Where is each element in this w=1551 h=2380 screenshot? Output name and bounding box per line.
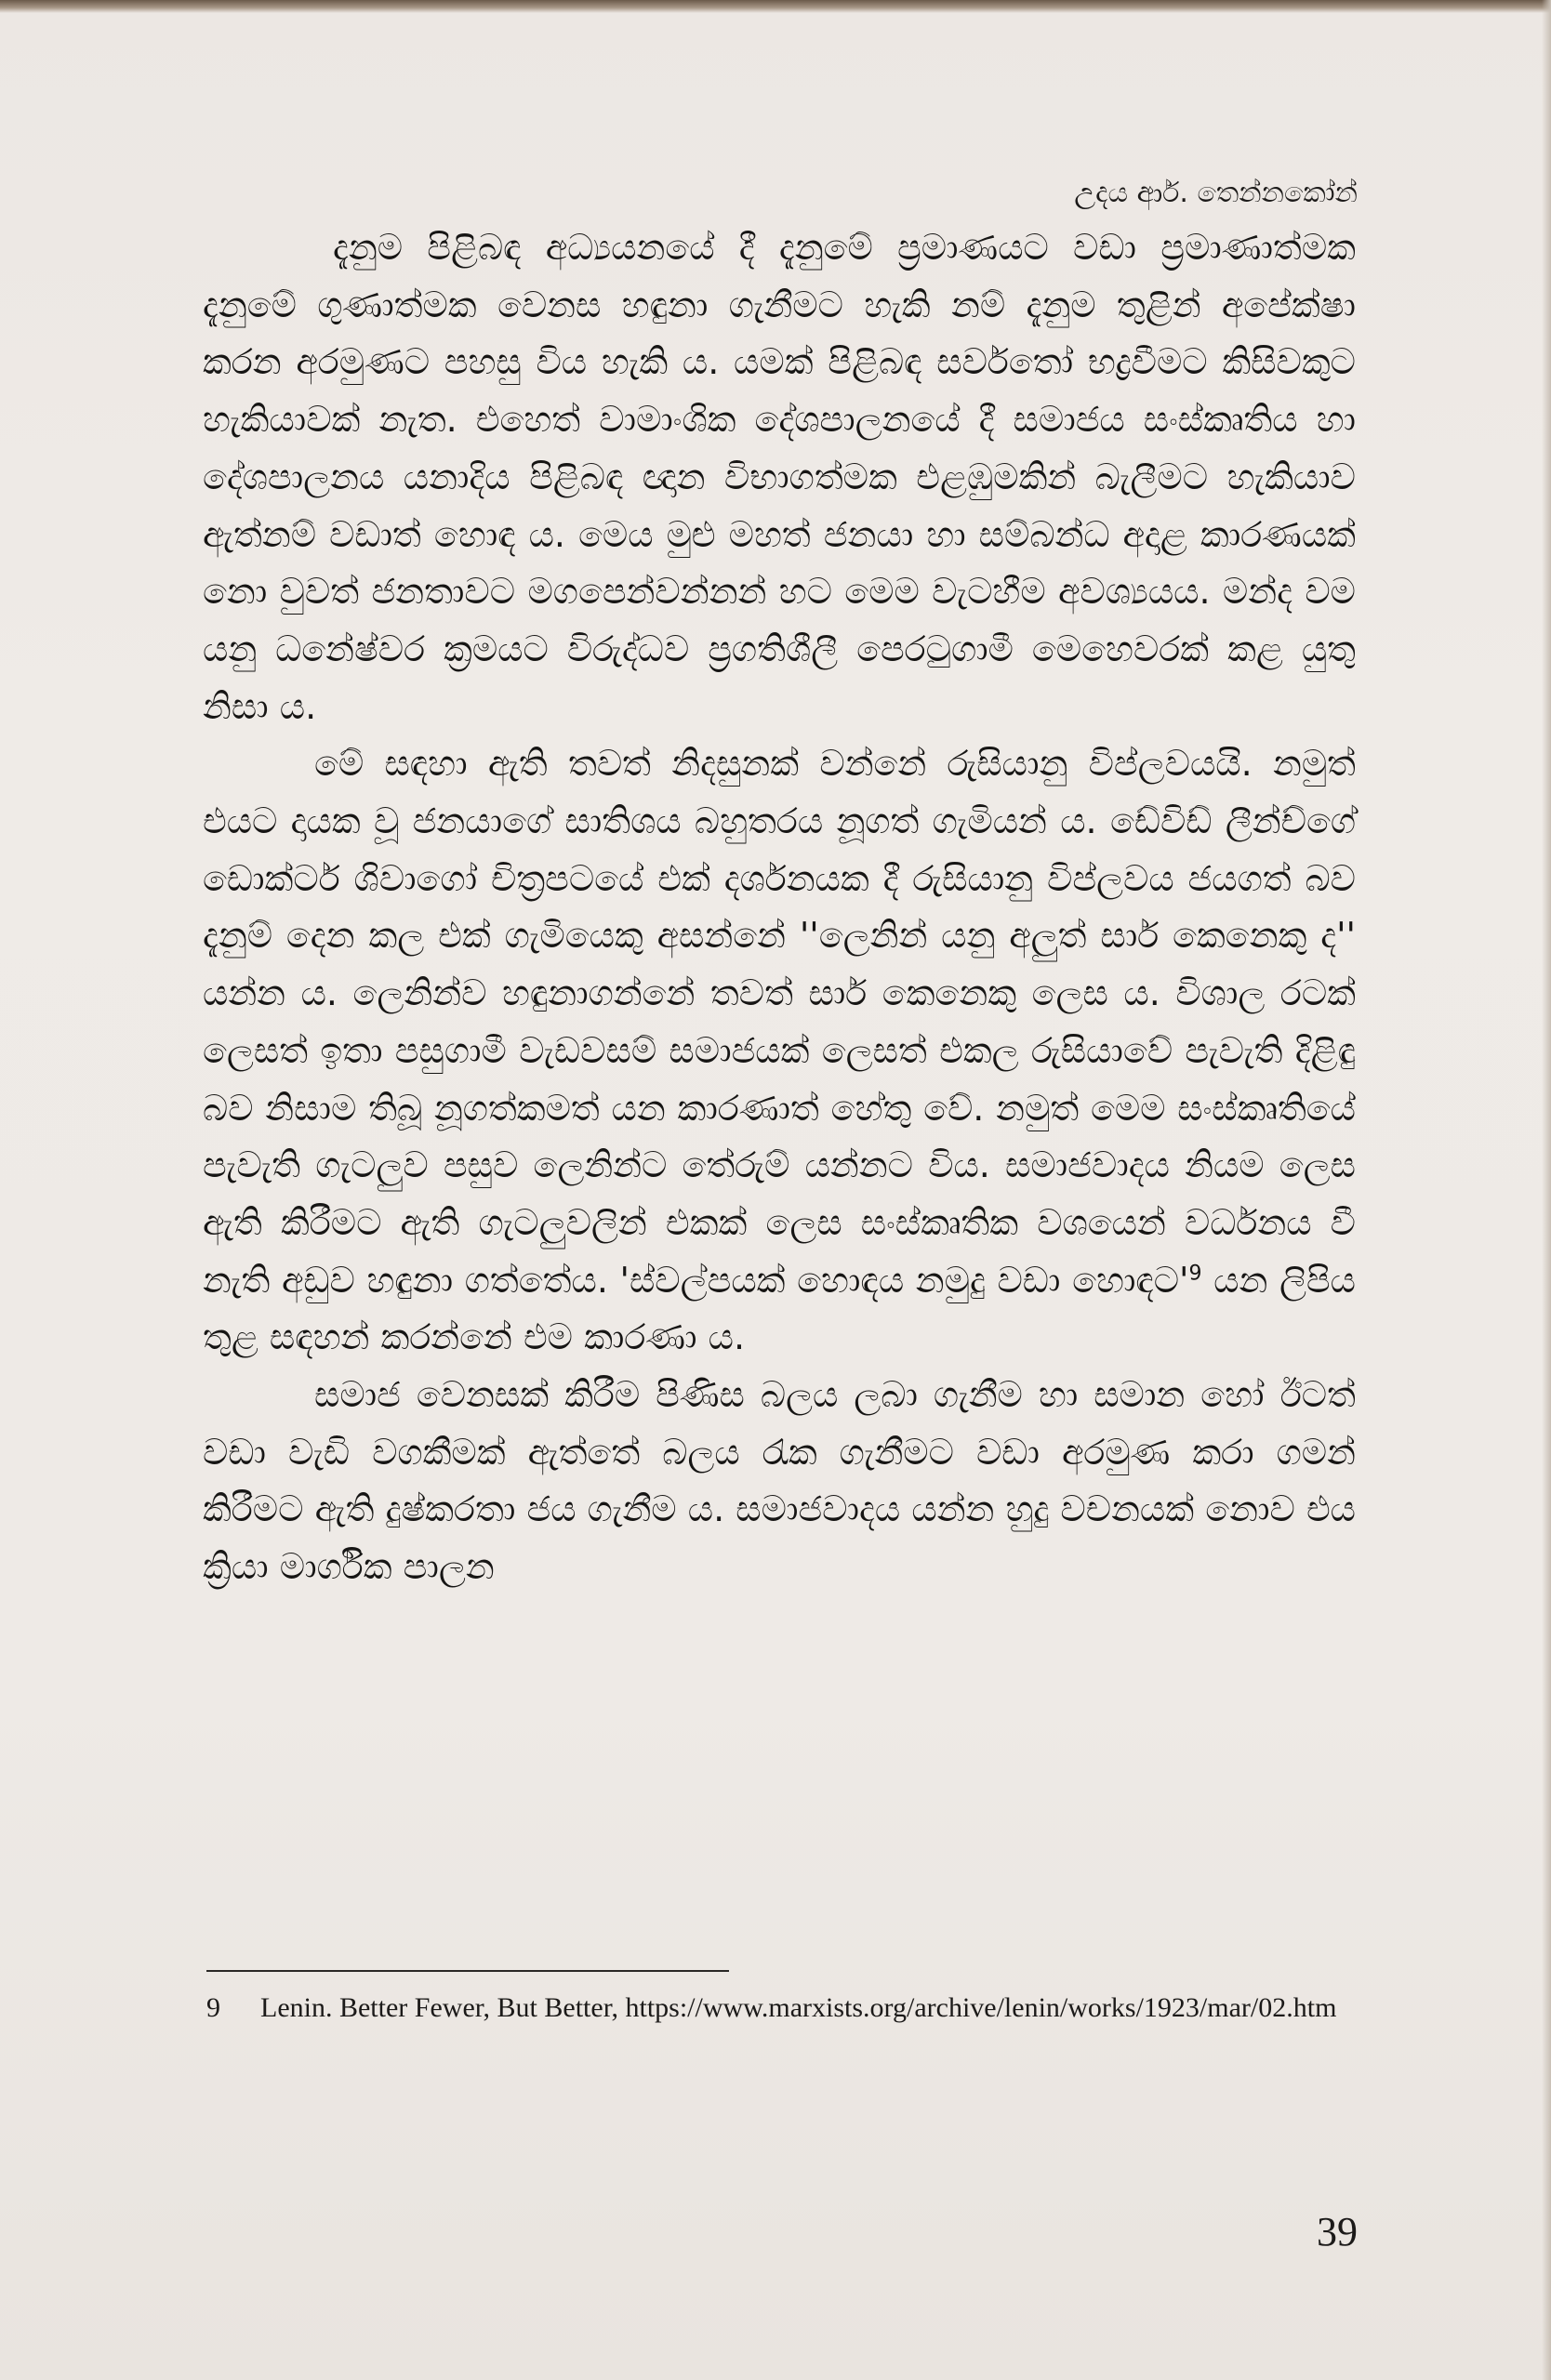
paragraph-2-text: මේ සඳහා ඇති තවත් නිදසුනක් වන්නේ රුසියානු විප්ලවයයි. නමුත් එයට දායක වූ ජනයාගේ සාතිශය බහුතරය නූගත් ගැමියන් ය. ඩේවිඩ් ලීන්ච්ගේ ඩොක්ටර් ශිවාගෝ චිත්‍රපටයේ එක් දර්ශනයක දී රුසියානු විප්ලවය ජයගත් බව දැනුම් දෙන කල එක් ගැමියෙකු අසන්නේ ''ලෙනින් යනු අලුත් සාර් කෙනෙකු ද'' යන්න ය. ලෙනින්ව හඳුනාගන්නේ තවත් සාර් කෙනෙකු ලෙස ය. විශාල රටක් ලෙසත් ඉතා පසුගාමී වැඩවසම් සමාජයක් ලෙසත් එකල රුසියාවේ පැවැති දිළිඳු බව නිසාම තිබූ නූගත්කමත් යන කාරණාත් හේතු වේ. නමුත් මෙම සංස්කෘතියේ පැවැති ගැටලුව පසුව ලෙනින්ට තේරුම් යන්නට විය. සමාජවාදය නියම ලෙස ඇති කිරීමට ඇති ගැටලුවලින් එකක් ලෙස සංස්කෘතික වශයෙන් වර්ධනය වී නැති අඩුව හඳුනා ගත්තේය. 'ස්වල්පයක් හොඳය නමුදු වඩා හොඳට' [203,743,1356,1301]
paragraph-2-tail: යන ලිපිය තුළ සඳහන් කරන්නේ එම කාරණා ය. [203,1259,1356,1358]
page-right-edge [1542,0,1551,2380]
footnote [206,1988,1359,2029]
footnote-divider [206,1970,729,1972]
paragraph-1: දැනුම පිළිබඳ අධ්‍යයනයේ දී දැනුමේ ප්‍රමාණයට වඩා ප්‍රමාණාත්මක දැනුමේ ගුණාත්මක වෙනස හඳුනා ගැනීමට හැකි නම් දැනුම තුළින් අපේක්ෂා කරන අරමුණට පහසු විය හැකි ය. යමක් පිළිබඳ සර්වතෝ භද්‍රවීමට කිසිවකුට හැකියාවක් නැත. එහෙත් වාමාංශික දේශපාලනයේ දී සමාජය සංස්කෘතිය හා දේශපාලනය යනාදිය පිළිබඳ ඥාන විභාගත්මක එළඹුමකින් බැලීමට හැකියාව ඇත්නම් වඩාත් හොඳ ය. මෙය මුළු මහත් ජනයා හා සම්බන්ධ අදාළ කාරණයක් නො වුවත් ජනතාවට මගපෙන්වන්නන් හට මෙම වැටහීම අවශ්‍යයය. මන්ද වම යනු ධනේෂ්වර ක්‍රමයට විරුද්ධව ප්‍රගතිශීලී පෙරටුගාමී මෙහෙවරක් කළ යුතු නිසා ය. [203,227,1356,727]
body-text [203,219,1356,1596]
page-number: 39 [1317,2209,1358,2254]
running-head-author: උදය ආර්. තෙන්නකෝන් [1074,177,1358,209]
page-top-edge [0,0,1551,13]
paragraph-3: සමාජ වෙනසක් කිරීම පිණිස බලය ලබා ගැනීම හා සමාන හෝ ඊටත් වඩා වැඩි වගකීමක් ඇත්තේ බලය රැක ගැනීමට වඩා අරමුණ කරා ගමන් කිරීමට ඇති දුෂ්කරතා ජය ගැනීම ය. සමාජවාදය යන්න හුදු වචනයක් නොව එය ක්‍රියා මාර්ගික පාලන [203,1374,1356,1588]
footnote-number: 9 [206,1992,220,2023]
footnote-text: Lenin. Better Fewer, But Better, https://www.marxists.org/archive/lenin/works/1923/mar/02.htm [260,1992,1337,2023]
paragraph-2 [203,735,1356,1367]
footnote-reference: 9 [1188,1262,1202,1285]
